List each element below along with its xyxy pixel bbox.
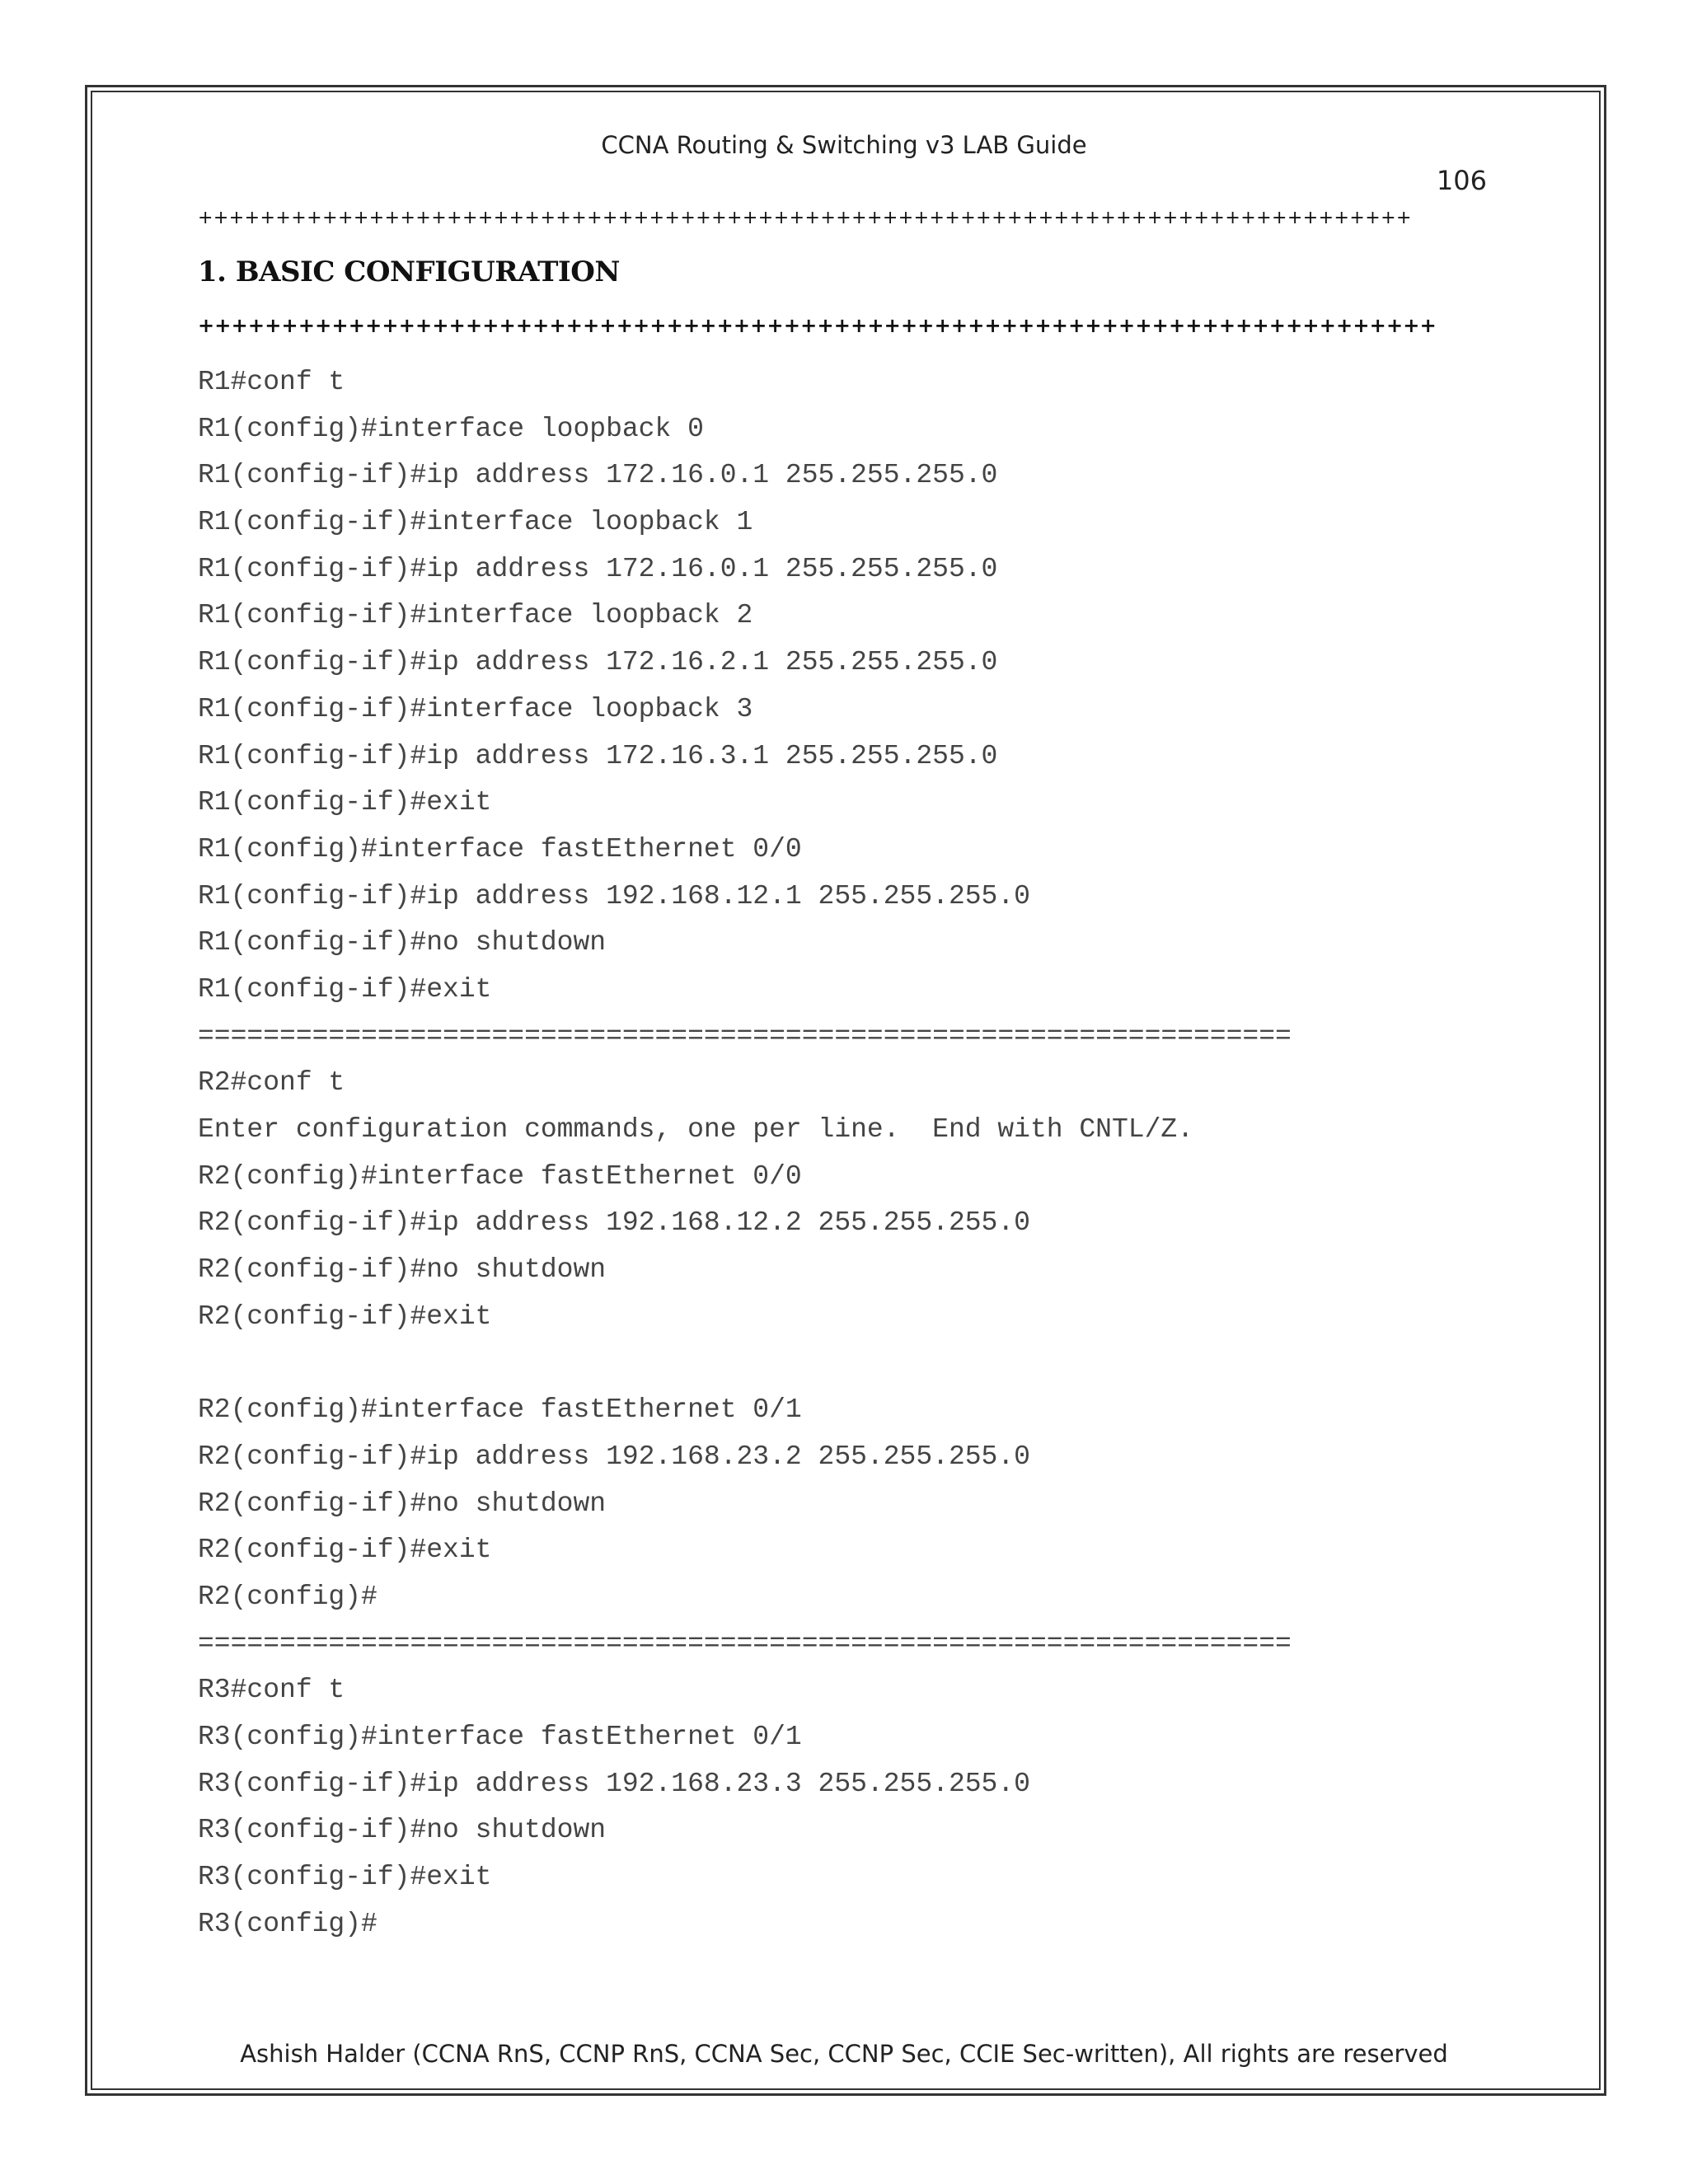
code-line: R3(config-if)#no shutdown [198,1815,607,1846]
code-line: R3#conf t [198,1675,345,1706]
code-line: R3(config-if)#ip address 192.168.23.3 255.255.255.0 [198,1768,1030,1799]
code-line: R1(config-if)#interface loopback 2 [198,600,753,631]
document-title: CCNA Routing & Switching v3 LAB Guide [601,131,1087,159]
code-line: R1(config-if)#exit [198,787,492,818]
code-line: R2(config-if)#no shutdown [198,1488,607,1519]
equals-separator: =================================================================== [198,1628,1292,1659]
code-line: R1(config-if)#ip address 172.16.3.1 255.255.255.0 [198,740,998,771]
plus-separator-top: ++++++++++++++++++++++++++++++++++++++++++++++++++++++++++++++++++++++++++++++ [198,208,1412,228]
code-line: R2(config-if)#ip address 192.168.12.2 255.255.255.0 [198,1207,1030,1239]
code-line: R1(config-if)#interface loopback 3 [198,693,753,724]
code-line: R2#conf t [198,1067,345,1099]
footer-copyright: Ashish Halder (CCNA RnS, CCNP RnS, CCNA Sec, CCNP Sec, CCIE Sec-written), All rights are reserved [240,2040,1448,2068]
equals-separator: =================================================================== [198,1020,1292,1052]
code-line: R1#conf t [198,367,345,397]
code-line: R1(config-if)#no shutdown [198,927,607,958]
code-line: R1(config)#interface fastEthernet 0/0 [198,833,802,865]
code-line: R2(config)#interface fastEthernet 0/1 [198,1394,802,1426]
section-heading: 1. BASIC CONFIGURATION [198,255,620,288]
code-line: Enter configuration commands, one per line. End with CNTL/Z. [198,1114,1193,1145]
code-line: R2(config-if)#exit [198,1301,492,1332]
code-line: R2(config-if)#exit [198,1535,492,1566]
code-line: R2(config)#interface fastEthernet 0/0 [198,1160,802,1192]
cli-config-listing [198,359,1566,1947]
page-number: 106 [1436,165,1487,196]
code-line: R1(config-if)#ip address 192.168.12.1 255.255.255.0 [198,880,1030,912]
code-line: R2(config-if)#ip address 192.168.23.2 255.255.255.0 [198,1441,1030,1472]
code-line: R1(config-if)#ip address 172.16.2.1 255.255.255.0 [198,647,998,678]
blank-line [198,1340,1566,1387]
code-line: R3(config)#interface fastEthernet 0/1 [198,1721,802,1752]
plus-separator-bold: ++++++++++++++++++++++++++++++++++++++++++++++++++++++++++++++++++++++++++ [198,314,1437,337]
code-line: R1(config-if)#ip address 172.16.0.1 255.255.255.0 [198,553,998,584]
code-line: R1(config-if)#ip address 172.16.0.1 255.255.255.0 [198,460,998,491]
code-line: R1(config-if)#interface loopback 1 [198,507,753,538]
code-line: R1(config-if)#exit [198,973,492,1005]
code-line: R3(config-if)#exit [198,1862,492,1892]
code-line: R2(config-if)#no shutdown [198,1254,607,1286]
code-line: R1(config)#interface loopback 0 [198,413,704,444]
code-line: R3(config)# [198,1908,377,1939]
code-line: R2(config)# [198,1581,377,1612]
